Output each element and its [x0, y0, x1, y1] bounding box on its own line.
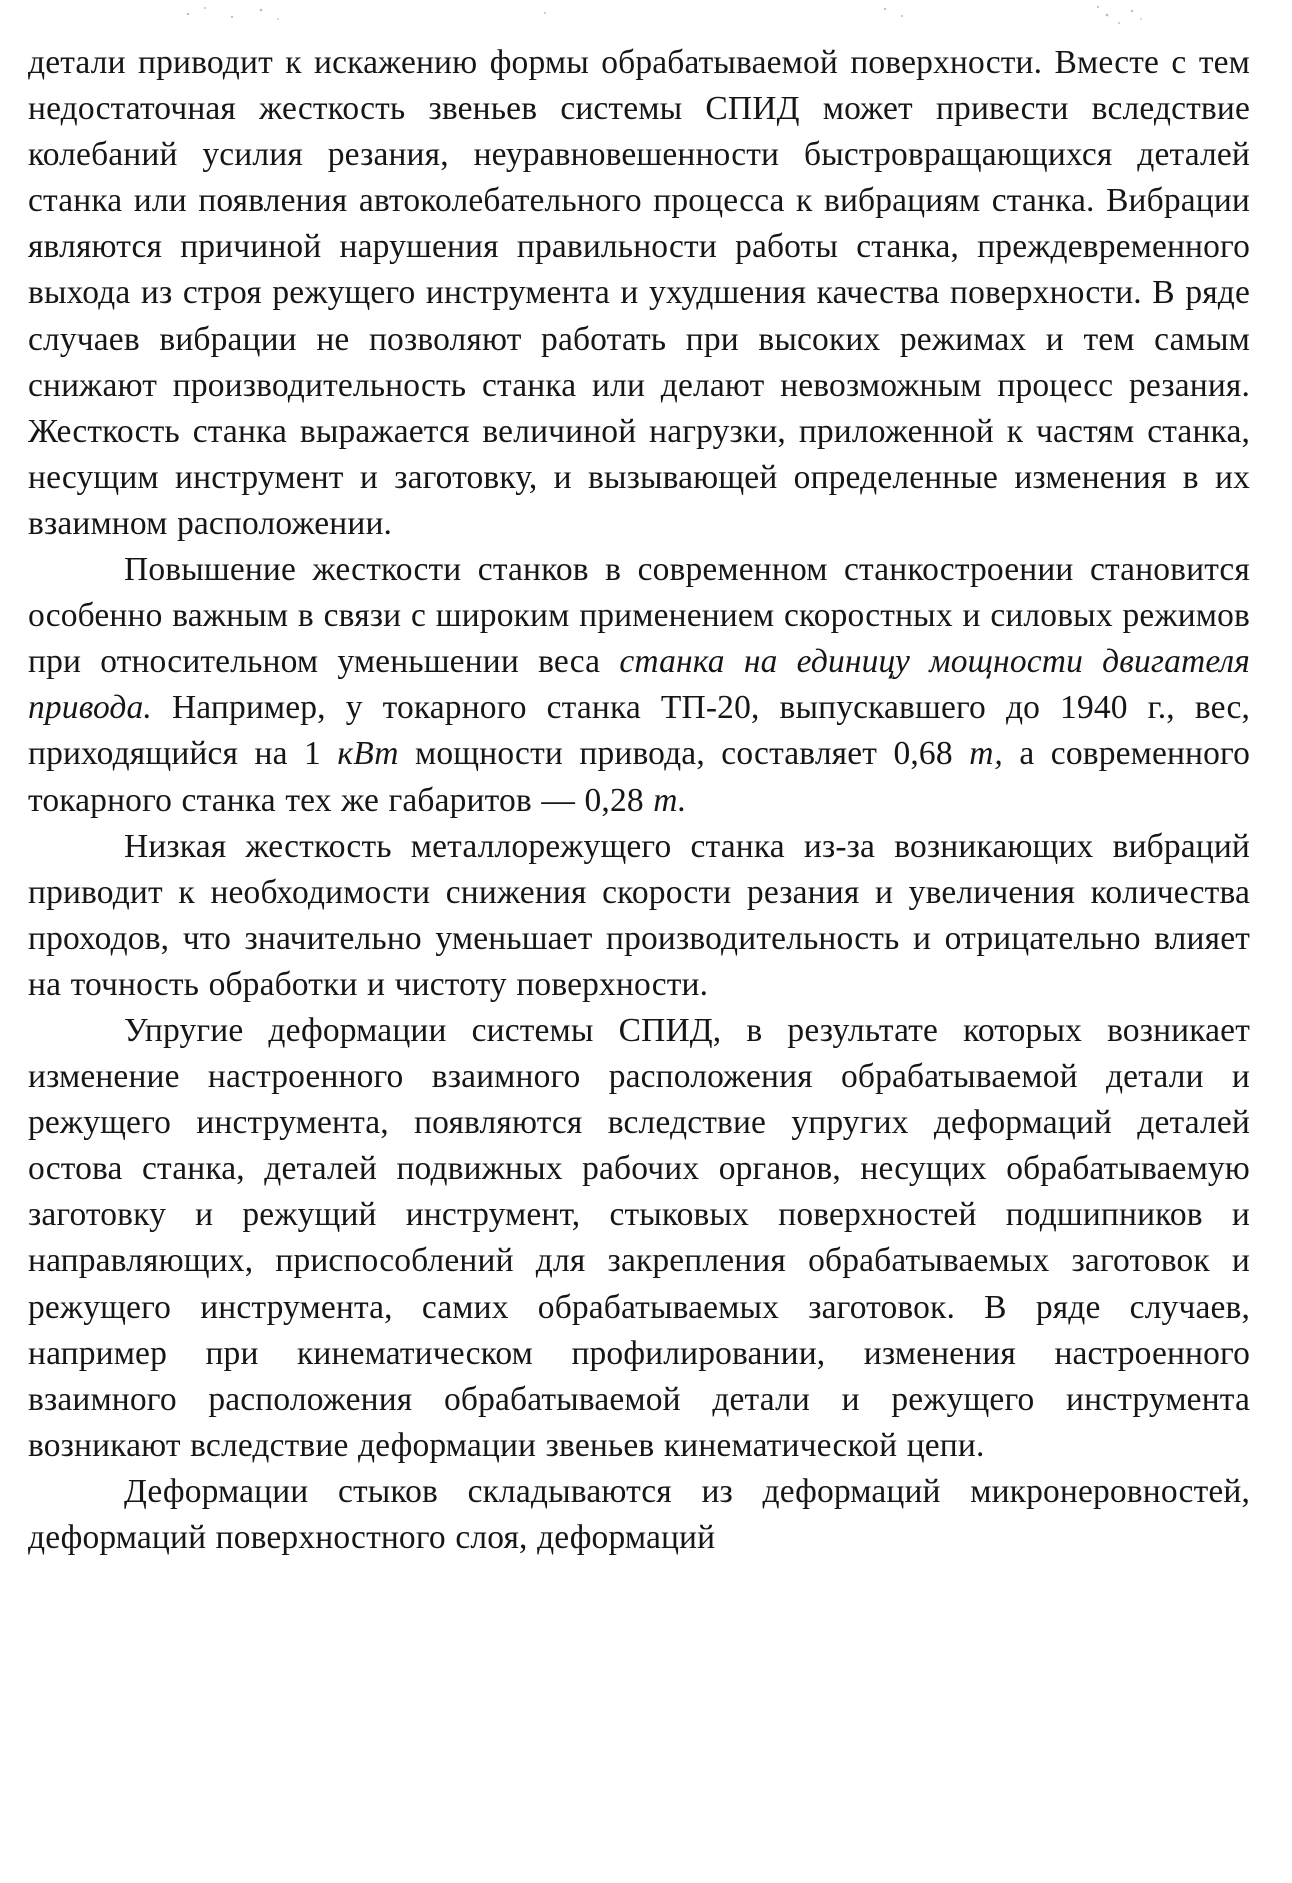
- paragraph: [28, 1469, 1250, 1561]
- text-segment: Повышение жесткости станков в современном станкостроении становится особенно важным в связи с широким применением скоростных и силовых режимов при относительном уменьшении веса: [28, 551, 1250, 681]
- text-segment: детали приводит к искажению формы обрабатываемой поверхности. Вместе с тем недостаточная жесткость звеньев системы СПИД может привести вследствие колебаний усилия резания, неуравновешенности быстровращающихся деталей станка или появления автоколебательного процесса к вибрациям станка. Вибрации являются причиной нарушения правильности работы станка, преждевременного выхода из строя режущего инструмента и ухудшения качества поверхности. В ряде случаев вибрации не позволяют работать при высоких режимах и тем самым снижают производительность станка или делают невозможным процесс резания. Жесткость станка выражается величиной нагрузки, приложенной к частям станка, несущим инструмент и заготовку, и вызывающей определенные изменения в их взаимном расположении.: [28, 44, 1250, 542]
- text-segment: Упругие деформации системы СПИД, в результате которых возникает изменение настроенного взаимного расположения обрабатываемой детали и режущего инструмента, появляются вследствие упругих деформаций деталей остова станка, деталей подвижных рабочих органов, несущих обрабатываемую заготовку и режущий инструмент, стыковых поверхностей подшипников и направляющих, приспособлений для закрепления обрабатываемых заготовок и режущего инструмента, самих обрабатываемых заготовок. В ряде случаев, например при кинематическом профилировании, изменения настроенного взаимного расположения обрабатываемой детали и режущего инструмента возникают вследствие деформации звеньев кинематической цепи.: [28, 1011, 1250, 1464]
- paragraph: [28, 40, 1250, 547]
- italic-text-segment: т.: [653, 781, 687, 819]
- italic-text-segment: станка на единицу мощности двигателя привода.: [28, 643, 1250, 727]
- text-segment: мощности привода, составляет 0,68: [398, 735, 970, 773]
- italic-text-segment: т,: [969, 735, 1003, 773]
- text-segment: а современного токарного станка тех же габаритов — 0,28: [28, 735, 1250, 819]
- text-segment: Деформации стыков складываются из деформаций микронеровностей, деформаций поверхностного слоя, деформаций: [28, 1472, 1250, 1556]
- text-segment: Низкая жесткость металлорежущего станка из-за возникающих вибраций приводит к необходимости снижения скорости резания и увеличения количества проходов, что значительно уменьшает производительность и отрицательно влияет на точность обработки и чистоту поверхности.: [28, 827, 1250, 1003]
- text-segment: Например, у токарного станка ТП-20, выпускавшего до 1940 г., вес, приходящийся на 1: [28, 689, 1250, 773]
- paragraph: [28, 1008, 1250, 1469]
- document-body: [28, 40, 1250, 1561]
- italic-text-segment: кВт: [337, 735, 399, 773]
- paragraph: [28, 547, 1250, 824]
- paragraph: [28, 824, 1250, 1008]
